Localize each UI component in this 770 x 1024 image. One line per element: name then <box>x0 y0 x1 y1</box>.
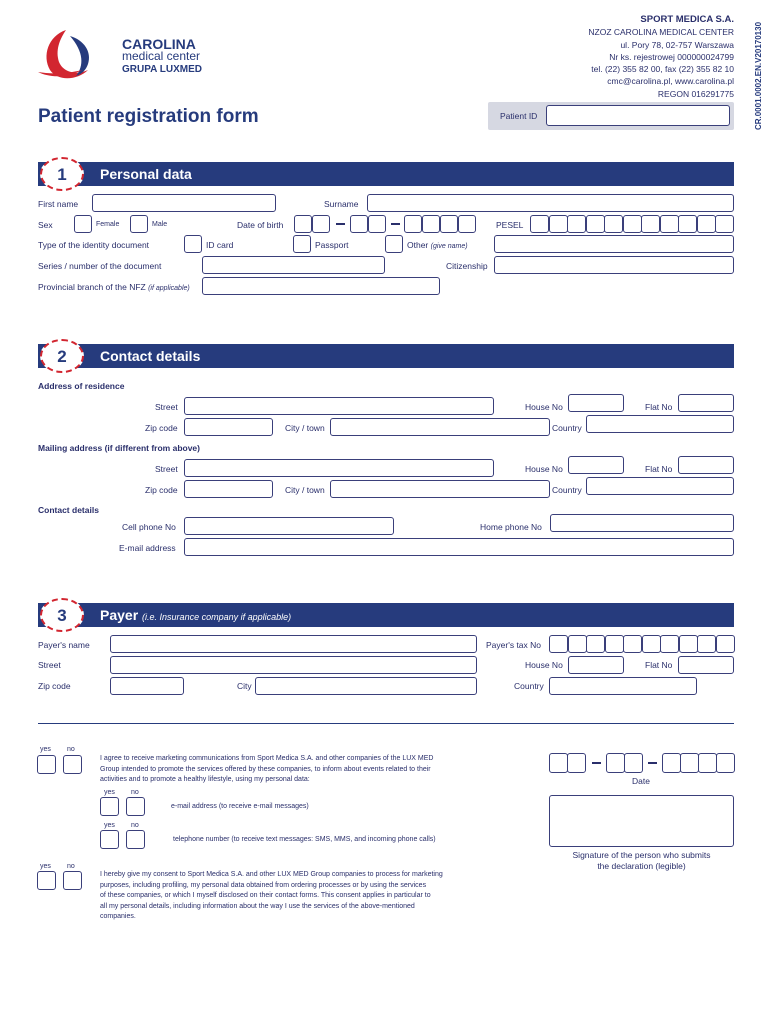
processing-no-checkbox[interactable] <box>63 871 82 890</box>
residence-street-field[interactable] <box>184 397 494 415</box>
phone-no-checkbox[interactable] <box>126 830 145 849</box>
address-line: ul. Pory 78, 02-757 Warszawa <box>620 39 734 50</box>
dob-year-1[interactable] <box>404 215 422 233</box>
consent-line: I hereby give my consent to Sport Medica S.A. and other LUX MED Group companies to process for marketing <box>100 871 443 878</box>
pesel-digit[interactable] <box>697 215 716 233</box>
pesel-digit[interactable] <box>549 215 568 233</box>
id-card-label: ID card <box>206 240 234 250</box>
yes-label: yes <box>104 789 115 796</box>
dob-year-2[interactable] <box>422 215 440 233</box>
section-number: 2 <box>57 347 67 366</box>
doc-code: CR.0001.0002.EN.V20170130 <box>754 21 763 131</box>
yes-label: yes <box>104 822 115 829</box>
section-contact-details-header <box>38 344 734 368</box>
mailing-zip-field[interactable] <box>184 480 273 498</box>
date-month-2[interactable] <box>624 753 643 773</box>
other-checkbox[interactable] <box>385 235 403 253</box>
company-info <box>588 14 734 100</box>
yes-label: yes <box>40 863 51 870</box>
signature-line: the declaration (legible) <box>597 860 686 871</box>
carolina-logo-icon <box>36 26 96 82</box>
home-phone-label: Home phone No <box>480 522 542 532</box>
contact-heading: Contact details <box>38 505 99 515</box>
payer-flat-label: Flat No <box>645 660 673 670</box>
residence-city-label: City / town <box>285 423 325 433</box>
first-name-label: First name <box>38 199 79 209</box>
processing-consent-text <box>100 870 485 923</box>
pesel-digit[interactable] <box>660 215 679 233</box>
payer-house-field[interactable] <box>568 656 624 674</box>
dob-day-2[interactable] <box>312 215 330 233</box>
id-type-label: Type of the identity document <box>38 240 150 250</box>
date-separator <box>648 762 657 764</box>
marketing-yes-checkbox[interactable] <box>37 755 56 774</box>
dob-label: Date of birth <box>237 220 284 230</box>
pesel-digit[interactable] <box>586 215 605 233</box>
mailing-street-field[interactable] <box>184 459 494 477</box>
address-line: tel. (22) 355 82 00, fax (22) 355 82 10 <box>591 64 734 75</box>
payer-house-label: House No <box>525 660 563 670</box>
mailing-house-label: House No <box>525 464 563 474</box>
payer-street-field[interactable] <box>110 656 477 674</box>
other-label <box>407 240 468 250</box>
male-label: Male <box>152 221 168 228</box>
pesel-digit[interactable] <box>715 215 734 233</box>
section-title: Contact details <box>100 348 201 364</box>
first-name-field[interactable] <box>92 194 276 212</box>
payer-country-field[interactable] <box>549 677 697 695</box>
payer-tax-label: Payer's tax No <box>486 640 542 650</box>
address-line: REGON 016291775 <box>657 88 734 99</box>
section-title <box>100 607 291 623</box>
tax-digit[interactable] <box>586 635 605 653</box>
address-line: NZOZ CAROLINA MEDICAL CENTER <box>588 27 734 38</box>
consent-line: I agree to receive marketing communications from Sport Medica S.A. and other companies of the LUX MED <box>100 755 434 762</box>
residence-flat-label: Flat No <box>645 402 673 412</box>
cell-phone-field[interactable] <box>184 517 394 535</box>
patient-id-field[interactable] <box>546 105 730 126</box>
address-line: Nr ks. rejestrowej 000000024799 <box>609 51 734 62</box>
tax-digit[interactable] <box>660 635 679 653</box>
citizenship-field[interactable] <box>494 256 734 274</box>
phone-option-label: telephone number (to receive text messages: SMS, MMS, and incoming phone calls) <box>173 836 436 843</box>
dob-day-1[interactable] <box>294 215 312 233</box>
other-document-field[interactable] <box>494 235 734 253</box>
phone-yes-checkbox[interactable] <box>100 830 119 849</box>
date-day-2[interactable] <box>567 753 586 773</box>
series-field[interactable] <box>202 256 385 274</box>
mailing-city-field[interactable] <box>330 480 550 498</box>
section-number: 3 <box>57 606 67 625</box>
tax-digit[interactable] <box>716 635 735 653</box>
date-year-2[interactable] <box>680 753 699 773</box>
no-label: no <box>131 789 139 796</box>
date-year-1[interactable] <box>662 753 681 773</box>
residence-house-label: House No <box>525 402 563 412</box>
logo <box>36 26 208 82</box>
tax-digit[interactable] <box>697 635 716 653</box>
mailing-city-label: City / town <box>285 485 325 495</box>
consent-line: purposes, including profiling, my personal data obtained from ordering processes or by using the services <box>100 881 427 889</box>
pesel-digit[interactable] <box>678 215 697 233</box>
passport-checkbox[interactable] <box>293 235 311 253</box>
tax-digit[interactable] <box>623 635 642 653</box>
mailing-heading: Mailing address (if different from above) <box>38 443 200 453</box>
email-label: E-mail address <box>119 543 176 553</box>
date-month-1[interactable] <box>606 753 625 773</box>
payer-name-field[interactable] <box>110 635 477 653</box>
citizenship-label: Citizenship <box>446 261 488 271</box>
residence-street-label: Street <box>155 402 178 412</box>
tax-digit[interactable] <box>605 635 624 653</box>
payer-title: Payer <box>100 607 139 623</box>
section-number-badge <box>40 157 84 191</box>
payer-zip-label: Zip code <box>38 681 71 691</box>
date-day-1[interactable] <box>549 753 568 773</box>
consent-line: companies. <box>100 913 136 920</box>
form-title: Patient registration form <box>38 106 259 127</box>
signature-line: Signature of the person who submits <box>572 850 711 860</box>
residence-country-label: Country <box>552 423 582 433</box>
dob-month-2[interactable] <box>368 215 386 233</box>
payer-city-label: City <box>237 681 252 691</box>
marketing-no-checkbox[interactable] <box>63 755 82 774</box>
consent-line: activities and to promote a healthy lifestyle, using my personal data: <box>100 776 310 783</box>
passport-label: Passport <box>315 240 349 250</box>
processing-yes-checkbox[interactable] <box>37 871 56 890</box>
payer-subtitle: (i.e. Insurance company if applicable) <box>142 612 292 622</box>
dob-month-1[interactable] <box>350 215 368 233</box>
signature-field[interactable] <box>549 795 734 847</box>
section-number-badge <box>40 598 84 632</box>
nfz-note: (if applicable) <box>148 285 190 292</box>
residence-zip-field[interactable] <box>184 418 273 436</box>
dob-year-4[interactable] <box>458 215 476 233</box>
payer-street-label: Street <box>38 660 61 670</box>
no-label: no <box>131 822 139 829</box>
section-number-badge <box>40 339 84 373</box>
section-payer-header <box>38 603 734 627</box>
female-label: Female <box>96 221 120 228</box>
pesel-digit[interactable] <box>530 215 549 233</box>
date-year-3[interactable] <box>698 753 717 773</box>
section-personal-data-header <box>38 162 734 186</box>
id-card-checkbox[interactable] <box>184 235 202 253</box>
surname-label: Surname <box>324 199 359 209</box>
mailing-flat-label: Flat No <box>645 464 673 474</box>
company-name: SPORT MEDICA S.A. <box>640 14 734 25</box>
residence-country-field[interactable] <box>586 415 734 433</box>
payer-city-field[interactable] <box>255 677 477 695</box>
nfz-label <box>38 282 190 292</box>
brand-sub: medical center <box>122 49 201 63</box>
male-checkbox[interactable] <box>130 215 148 233</box>
residence-house-field[interactable] <box>568 394 624 412</box>
residence-heading: Address of residence <box>38 381 125 391</box>
other-text: Other <box>407 240 429 250</box>
signature-caption <box>549 850 734 871</box>
surname-field[interactable] <box>367 194 734 212</box>
residence-zip-label: Zip code <box>145 423 178 433</box>
section-number: 1 <box>57 165 67 184</box>
no-label: no <box>67 746 75 753</box>
tax-digit[interactable] <box>568 635 587 653</box>
patient-id-panel <box>488 102 734 130</box>
mailing-country-label: Country <box>552 485 582 495</box>
tax-digit[interactable] <box>549 635 568 653</box>
payer-zip-field[interactable] <box>110 677 184 695</box>
dob-separator <box>391 223 400 225</box>
pesel-digit[interactable] <box>623 215 642 233</box>
email-field[interactable] <box>184 538 734 556</box>
pesel-label: PESEL <box>496 220 524 230</box>
sex-label: Sex <box>38 220 53 230</box>
no-label: no <box>67 863 75 870</box>
mailing-house-field[interactable] <box>568 456 624 474</box>
residence-flat-field[interactable] <box>678 394 734 412</box>
tax-digit[interactable] <box>679 635 698 653</box>
date-year-4[interactable] <box>716 753 735 773</box>
mailing-country-field[interactable] <box>586 477 734 495</box>
patient-id-label: Patient ID <box>500 111 538 121</box>
consent-line: all my personal details, including information about the way I use the services of the above-mentioned <box>100 902 415 910</box>
address-line: cmc@carolina.pl, www.carolina.pl <box>607 76 734 87</box>
section-divider <box>38 723 734 724</box>
payer-flat-field[interactable] <box>678 656 734 674</box>
pesel-boxes <box>530 215 734 233</box>
date-separator <box>592 762 601 764</box>
email-yes-checkbox[interactable] <box>100 797 119 816</box>
pesel-digit[interactable] <box>641 215 660 233</box>
residence-city-field[interactable] <box>330 418 550 436</box>
date-label: Date <box>632 776 650 786</box>
email-option-label: e-mail address (to receive e-mail messages) <box>171 803 309 810</box>
mailing-zip-label: Zip code <box>145 485 178 495</box>
home-phone-field[interactable] <box>550 514 734 532</box>
marketing-consent-text <box>100 754 485 786</box>
tax-digit[interactable] <box>642 635 661 653</box>
mailing-flat-field[interactable] <box>678 456 734 474</box>
consent-line: of these companies, or which I myself disclosed on their contact forms. This consent applies in particular to <box>100 892 431 899</box>
brand-group: GRUPA LUXMED <box>122 64 202 75</box>
other-note: (give name) <box>430 243 468 250</box>
nfz-text: Provincial branch of the NFZ <box>38 282 146 292</box>
section-title: Personal data <box>100 166 192 182</box>
yes-label: yes <box>40 746 51 753</box>
brand-name: CAROLINA <box>122 36 196 52</box>
email-no-checkbox[interactable] <box>126 797 145 816</box>
payer-name-label: Payer's name <box>38 640 90 650</box>
mailing-street-label: Street <box>155 464 178 474</box>
cell-phone-label: Cell phone No <box>122 522 176 532</box>
date-boxes <box>549 753 735 773</box>
series-label: Series / number of the document <box>38 261 162 271</box>
dob-year-3[interactable] <box>440 215 458 233</box>
consent-line: Group intended to promote the services offered by these companies, to inform about events related to their <box>100 765 431 773</box>
pesel-digit[interactable] <box>604 215 623 233</box>
dob-separator <box>336 223 345 225</box>
pesel-digit[interactable] <box>567 215 586 233</box>
payer-country-label: Country <box>514 681 544 691</box>
nfz-field[interactable] <box>202 277 440 295</box>
female-checkbox[interactable] <box>74 215 92 233</box>
payer-tax-boxes <box>549 635 734 653</box>
